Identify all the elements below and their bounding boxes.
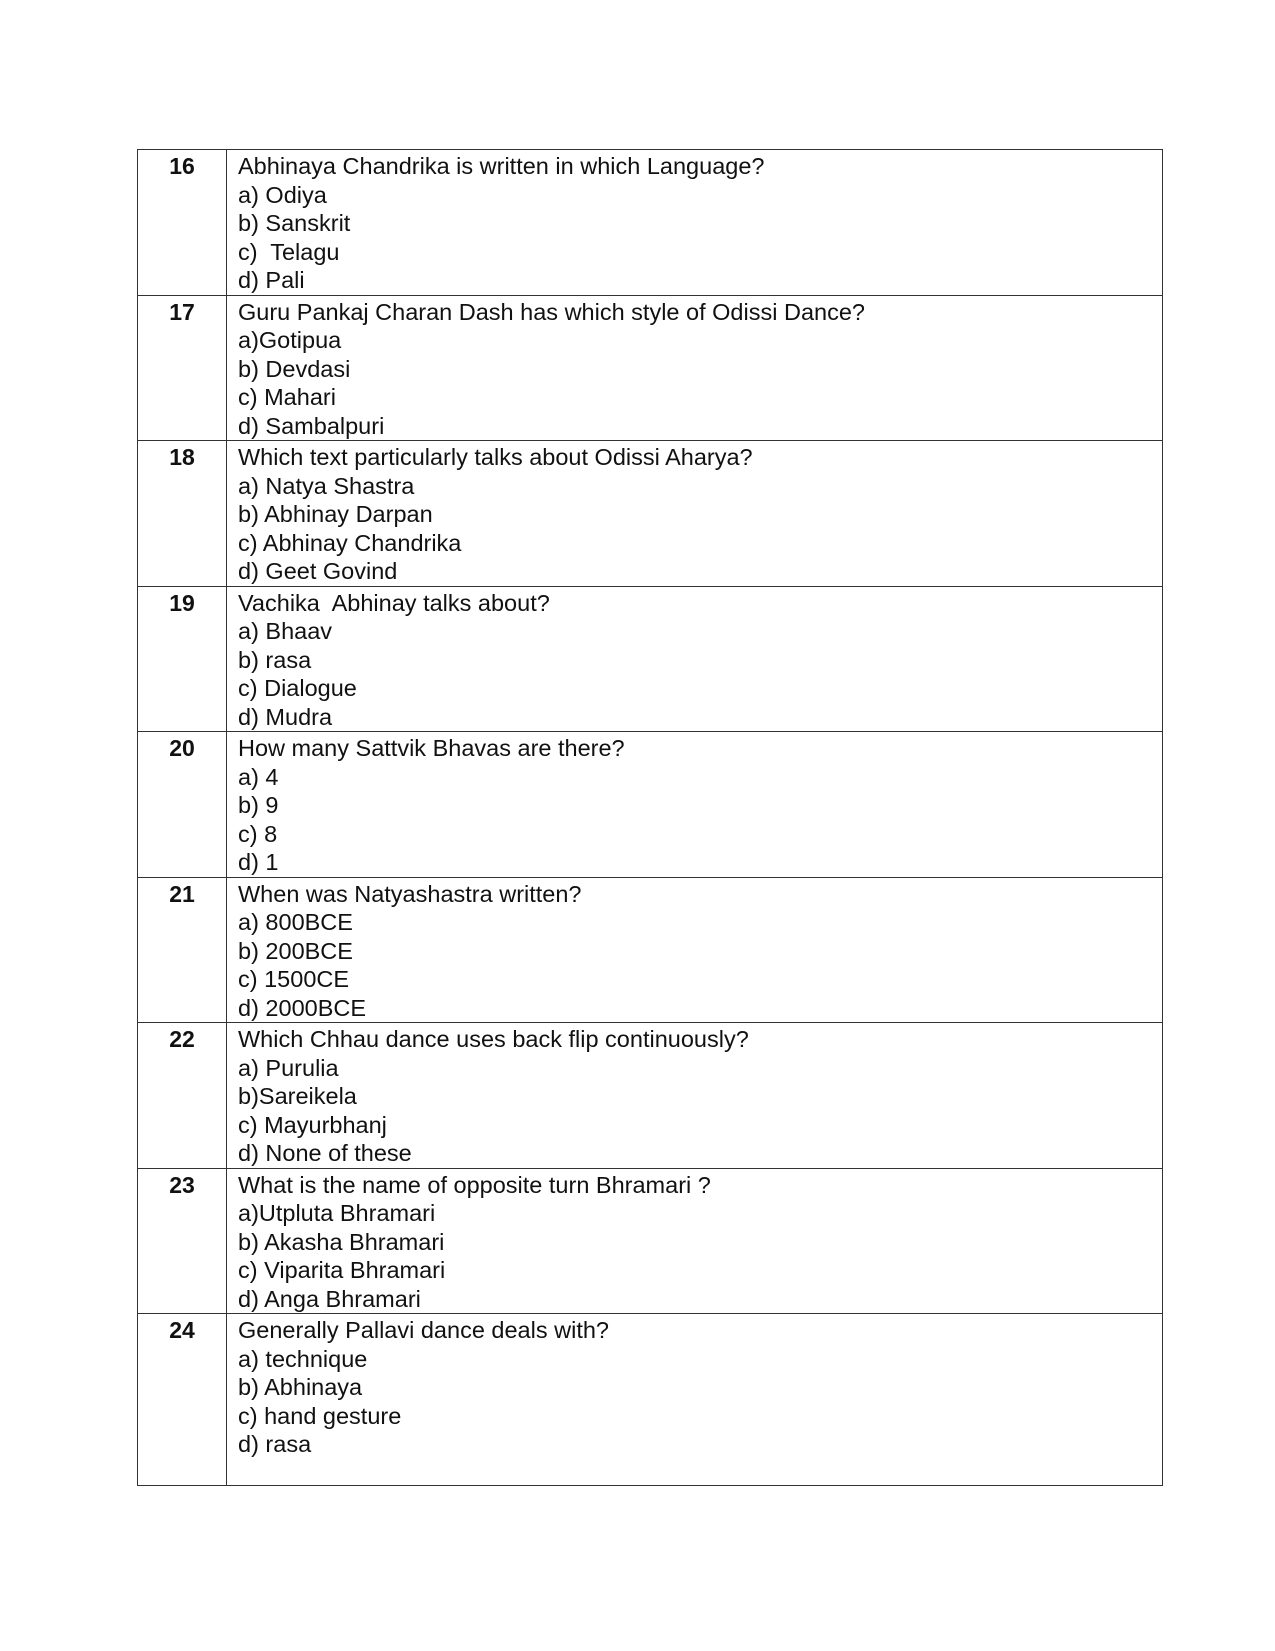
option-d: d) Sambalpuri <box>238 412 385 439</box>
question-cell <box>227 150 1163 296</box>
option-d: d) Anga Bhramari <box>238 1285 421 1312</box>
option-c: c) 1500CE <box>238 966 350 992</box>
question-number: 24 <box>138 1314 227 1486</box>
option-d: d) Geet Govind <box>238 558 398 584</box>
question-row-16 <box>138 150 1163 296</box>
option-a: a) Purulia <box>238 1054 339 1081</box>
question-number: 16 <box>138 150 227 296</box>
question-cell <box>227 1168 1163 1314</box>
question-number: 22 <box>138 1023 227 1169</box>
option-d: d) None of these <box>238 1140 412 1166</box>
question-cell <box>227 586 1163 732</box>
option-b: b) Abhinay Darpan <box>238 501 433 527</box>
option-a: a)Utpluta Bhramari <box>238 1200 436 1226</box>
question-text: When was Natyashastra written? <box>238 880 582 907</box>
question-cell <box>227 732 1163 878</box>
option-b: b) Sanskrit <box>238 210 351 236</box>
question-number: 21 <box>138 877 227 1023</box>
question-text: What is the name of opposite turn Bhramari ? <box>238 1171 711 1198</box>
option-c: c) Viparita Bhramari <box>238 1257 446 1283</box>
option-a: a) 4 <box>238 763 279 790</box>
option-c: c) Abhinay Chandrika <box>238 529 462 556</box>
option-c: c) 8 <box>238 820 278 847</box>
option-d: d) Mudra <box>238 703 333 730</box>
question-text: Which Chhau dance uses back flip continuously? <box>238 1026 749 1052</box>
option-c: c) hand gesture <box>238 1402 402 1429</box>
question-cell <box>227 441 1163 587</box>
question-number: 17 <box>138 295 227 441</box>
question-text: Which text particularly talks about Odissi Aharya? <box>238 444 753 470</box>
option-d: d) 2000BCE <box>238 994 367 1021</box>
question-number: 18 <box>138 441 227 587</box>
option-b: b) rasa <box>238 646 312 673</box>
option-b: b) 9 <box>238 792 279 818</box>
question-number: 19 <box>138 586 227 732</box>
question-cell <box>227 877 1163 1023</box>
question-row-18 <box>138 441 1163 587</box>
option-a: a) Natya Shastra <box>238 472 415 499</box>
question-row-17 <box>138 295 1163 441</box>
option-a: a) Bhaav <box>238 618 333 644</box>
option-a: a) technique <box>238 1345 368 1372</box>
question-cell <box>227 1023 1163 1169</box>
question-text: Guru Pankaj Charan Dash has which style of Odissi Dance? <box>238 298 865 325</box>
question-text: How many Sattvik Bhavas are there? <box>238 735 625 761</box>
question-cell <box>227 1314 1163 1486</box>
question-row-19 <box>138 586 1163 732</box>
option-c: c) Dialogue <box>238 675 357 701</box>
option-b: b) Akasha Bhramari <box>238 1228 445 1255</box>
question-text: Abhinaya Chandrika is written in which Language? <box>238 153 765 179</box>
option-a: a) Odiya <box>238 181 327 208</box>
option-c: c) Mahari <box>238 384 336 410</box>
option-b: b) Devdasi <box>238 355 351 382</box>
question-table <box>137 149 1163 1486</box>
question-row-23 <box>138 1168 1163 1314</box>
option-b: b) Abhinaya <box>238 1374 363 1400</box>
question-number: 23 <box>138 1168 227 1314</box>
option-d: d) rasa <box>238 1431 312 1457</box>
question-row-20 <box>138 732 1163 878</box>
question-row-22 <box>138 1023 1163 1169</box>
option-c: c) Telagu <box>238 238 340 265</box>
option-d: d) Pali <box>238 267 305 293</box>
question-cell <box>227 295 1163 441</box>
question-row-24 <box>138 1314 1163 1486</box>
option-b: b) 200BCE <box>238 937 353 964</box>
option-d: d) 1 <box>238 849 279 875</box>
option-c: c) Mayurbhanj <box>238 1111 387 1138</box>
question-number: 20 <box>138 732 227 878</box>
option-a: a) 800BCE <box>238 909 353 935</box>
question-row-21 <box>138 877 1163 1023</box>
question-text: Vachika Abhinay talks about? <box>238 589 550 616</box>
question-text: Generally Pallavi dance deals with? <box>238 1317 609 1343</box>
option-b: b)Sareikela <box>238 1083 357 1109</box>
option-a: a)Gotipua <box>238 327 342 353</box>
